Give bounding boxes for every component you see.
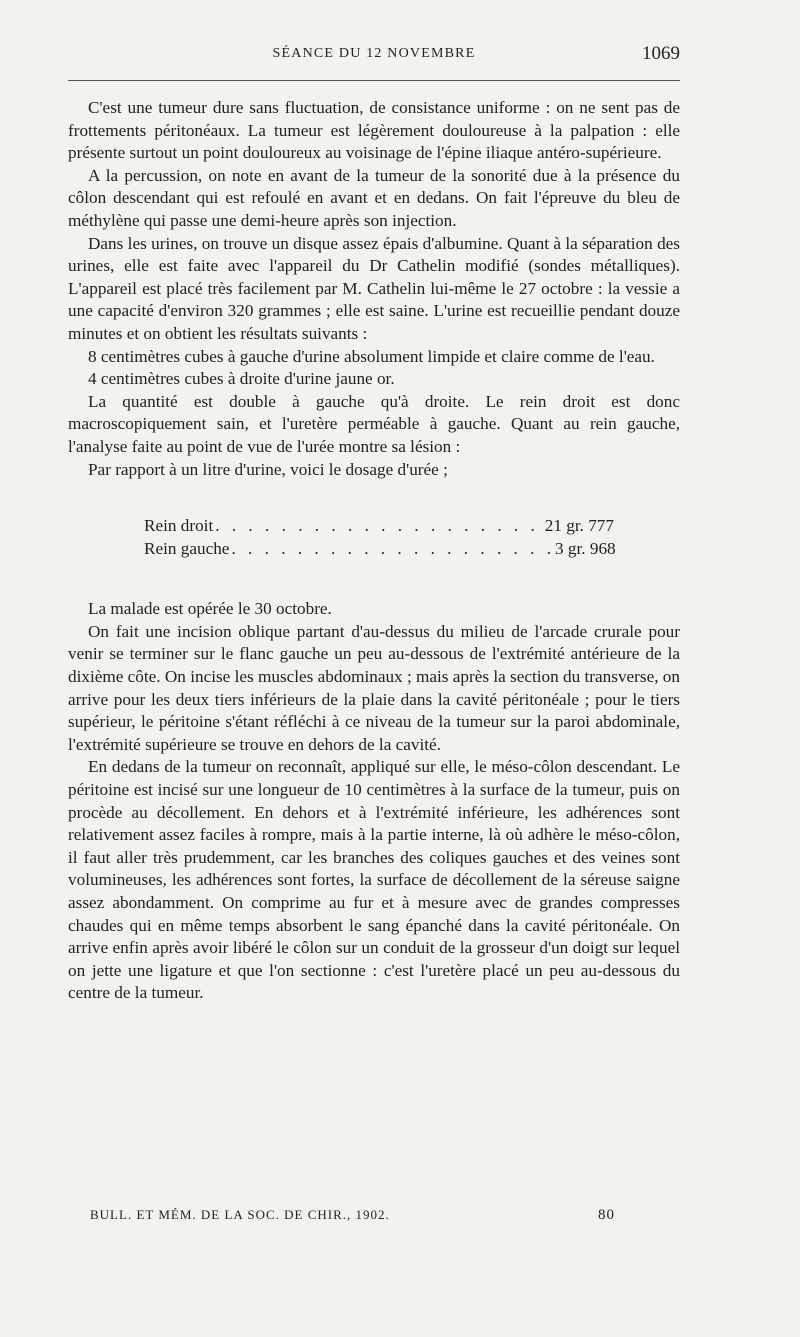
paragraph: En dedans de la tumeur on reconnaît, appliqué sur elle, le méso-côlon descendant. Le péritoine est incisé sur une longueur de 10 centimètres à la surface de la tumeur, puis on procède au décollement. En dehors et à l'extrémité inférieure, les adhérences sont relativement assez faciles à rompre, mais à la partie interne, là où adhère le méso-côlon, il faut aller très prudemment, car les branches des coliques gauches et des veines sont volumineuses, les adhérences sont fortes, la surface de décollement de la séreuse saigne assez abondamment. On comprime au fur et à mesure avec de grandes compresses chaudes qui en même temps absorbent le sang épanché dans la cavité péritonéale. On arrive enfin après avoir libéré le côlon sur un conduit de la grosseur d'un doigt sur lequel on jette une ligature et que l'on sectionne : c'est l'uretère placé un peu au-dessous du centre de la tumeur. bbox=[68, 757, 680, 1003]
leader-dots: . . . . . . . . . . . . . . . . . . . . bbox=[215, 516, 539, 536]
header-rule bbox=[68, 80, 680, 81]
paragraph: 4 centimètres cubes à droite d'urine jaune or. bbox=[88, 369, 395, 389]
paragraph: Dans les urines, on trouve un disque assez épais d'albumine. Quant à la séparation des urines, elle est faite avec l'appareil du Dr Cathelin modifié (sondes métalliques). L'appareil est placé très facilement par M. Cathelin lui-même le 27 octobre : la vessie a une capacité d'environ 320 grammes ; elle est saine. L'urine est recueillie pendant douze minutes et on obtient les résultats suivants : bbox=[68, 233, 680, 343]
paragraph: On fait une incision oblique partant d'au-dessus du milieu de l'arcade crurale pour venir se terminer sur le flanc gauche un peu au-dessous de l'extrémité antérieure de la dixième côte. On incise les muscles abdominaux ; mais après la section du transverse, on arrive pour les deux tiers inférieurs de la plaie dans la cavité péritonéale ; pour le tiers supérieur, le péritoine s'étant réfléchi à ce niveau de la tumeur sur la paroi abdominale, l'extrémité supérieure se trouve en dehors de la cavité. bbox=[68, 621, 680, 754]
paragraph: 8 centimètres cubes à gauche d'urine absolument limpide et claire comme de l'eau. bbox=[88, 346, 655, 366]
page-header bbox=[68, 43, 680, 70]
urea-table bbox=[144, 515, 614, 560]
signature-mark: 80 bbox=[598, 1207, 615, 1223]
leader-dots: . . . . . . . . . . . . . . . . . . . . bbox=[231, 538, 556, 558]
row-value: 21 gr. 777 bbox=[544, 516, 614, 536]
row-label: Rein droit bbox=[144, 516, 214, 536]
row-value: 3 gr. 968 bbox=[555, 538, 616, 558]
running-head: SÉANCE DU 12 NOVEMBRE bbox=[272, 46, 476, 61]
paragraph: A la percussion, on note en avant de la tumeur de la sonorité due à la présence du côlon descendant qui est refoulé en avant et en dedans. On fait l'épreuve du bleu de méthylène qui passe une demi-heure après son injection. bbox=[68, 165, 680, 230]
paragraph: La quantité est double à gauche qu'à droite. Le rein droit est donc macroscopiquement sain, et l'uretère perméable à gauche. Quant au rein gauche, l'analyse faite au point de vue de l'urée montre sa lésion : bbox=[68, 391, 680, 456]
paragraph: Par rapport à un litre d'urine, voici le dosage d'urée ; bbox=[88, 459, 448, 479]
body-text bbox=[68, 97, 680, 1005]
footer-citation: BULL. ET MÉM. DE LA SOC. DE CHIR., 1902. bbox=[90, 1207, 390, 1222]
paragraph: La malade est opérée le 30 octobre. bbox=[88, 599, 332, 619]
row-label: Rein gauche bbox=[144, 538, 230, 558]
paragraph: C'est une tumeur dure sans fluctuation, de consistance uniforme : on ne sent pas de frottements péritonéaux. La tumeur est légèrement douloureuse à la palpation : elle présente surtout un point douloureux au voisinage de l'épine iliaque antéro-supérieure. bbox=[68, 98, 680, 163]
table-row bbox=[144, 538, 614, 561]
page-number: 1069 bbox=[642, 43, 680, 64]
table-row bbox=[144, 515, 614, 538]
